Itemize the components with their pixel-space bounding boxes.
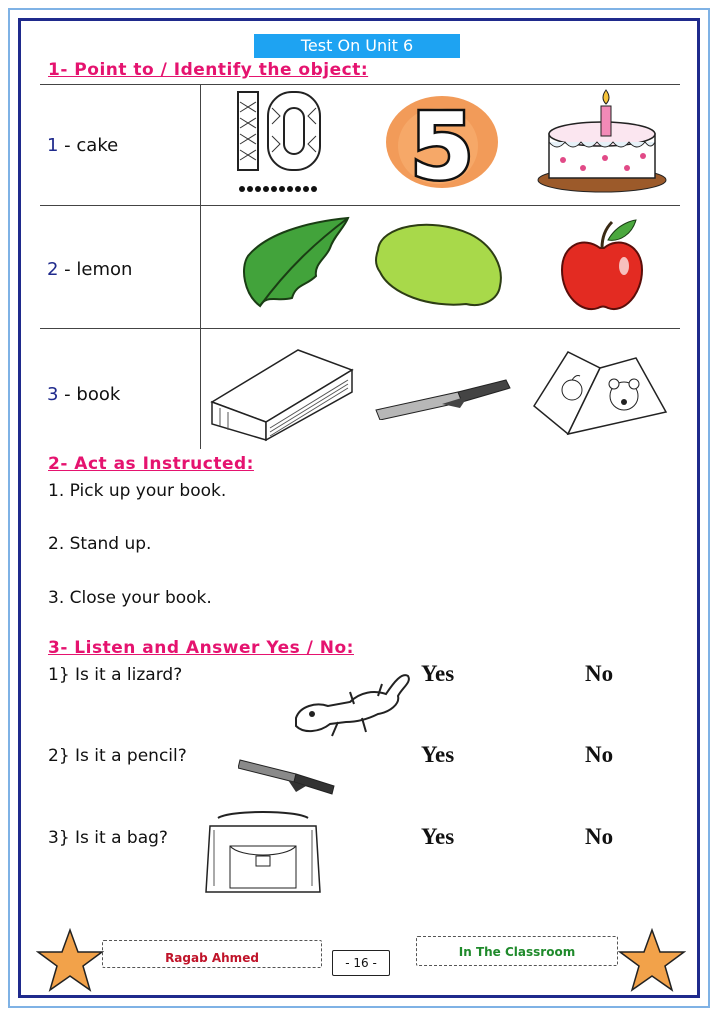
apple-image[interactable] (556, 214, 646, 316)
bag-image (200, 806, 325, 901)
number-ten-image[interactable] (230, 88, 330, 198)
divider (40, 205, 680, 206)
row-label-lemon: 2 - lemon (47, 259, 133, 280)
cake-image[interactable] (535, 88, 670, 196)
answer-yes-1[interactable]: Yes (421, 661, 455, 686)
pen-image[interactable] (372, 374, 512, 420)
row-label-book: 3 - book (47, 384, 121, 405)
instruction-3: 3. Close your book. (48, 588, 212, 608)
instruction-1: 1. Pick up your book. (48, 481, 227, 501)
pencil-image (238, 752, 338, 796)
instruction-2: 2. Stand up. (48, 534, 152, 554)
closed-book-image[interactable] (208, 346, 358, 442)
leaf-image[interactable] (236, 212, 351, 312)
answer-no-2[interactable]: No (585, 742, 614, 767)
lemon-image[interactable] (370, 220, 510, 310)
divider (40, 84, 680, 85)
question-2: 2} Is it a pencil? (48, 746, 187, 766)
question-1: 1} Is it a lizard? (48, 665, 183, 685)
row-label-cake: 1 - cake (47, 135, 119, 156)
answer-no-1[interactable]: No (585, 661, 614, 686)
open-book-image[interactable] (528, 348, 670, 444)
author-label: Ragab Ahmed (102, 940, 322, 968)
table-column-divider (200, 84, 201, 449)
unit-name-label: In The Classroom (416, 936, 618, 966)
lizard-image (290, 662, 415, 740)
page-number: - 16 - (332, 950, 390, 976)
section3-heading: 3- Listen and Answer Yes / No: (48, 638, 354, 658)
divider (40, 328, 680, 329)
answer-yes-3[interactable]: Yes (421, 824, 455, 849)
svg-text:5: 5 (409, 93, 475, 195)
star-left-icon (36, 928, 104, 992)
number-five-image[interactable] (380, 90, 500, 195)
answer-yes-2[interactable]: Yes (421, 742, 455, 767)
star-right-icon (618, 928, 686, 992)
test-title: Test On Unit 6 (254, 34, 460, 58)
answer-no-3[interactable]: No (585, 824, 614, 849)
question-3: 3} Is it a bag? (48, 828, 168, 848)
section2-heading: 2- Act as Instructed: (48, 454, 254, 474)
section1-heading: 1- Point to / Identify the object: (48, 60, 369, 80)
